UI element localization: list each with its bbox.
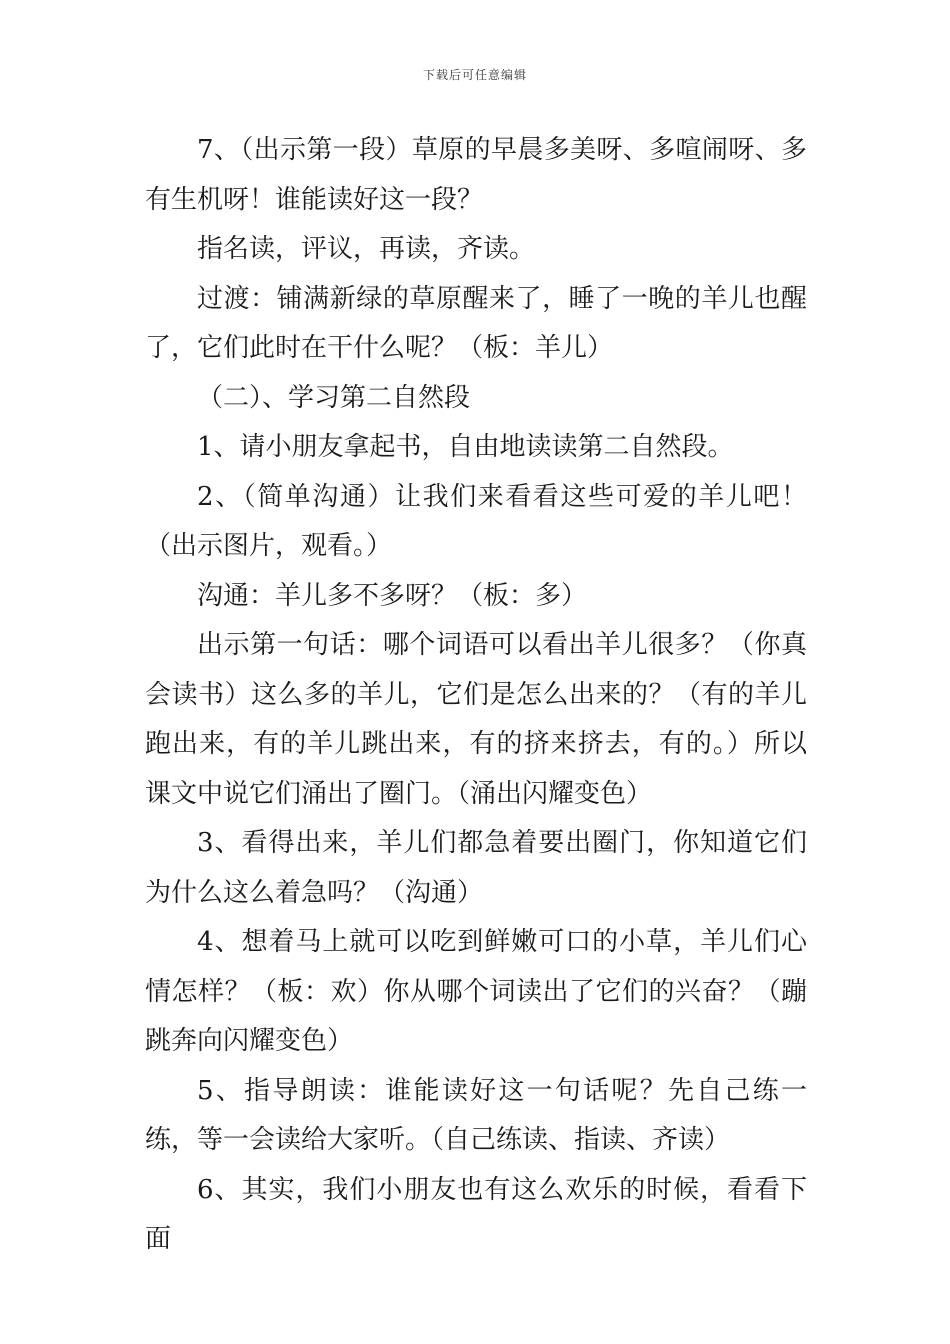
paragraph: 2、（简单沟通）让我们来看看这些可爱的羊儿吧！（出示图片，观看。） xyxy=(145,481,807,561)
paragraph: 6、其实，我们小朋友也有这么欢乐的时候，看看下面 xyxy=(145,1174,807,1254)
paragraph: 过渡：铺满新绿的草原醒来了，睡了一晚的羊儿也醒了，它们此时在干什么呢？（板：羊儿） xyxy=(145,283,807,363)
paragraph: 4、想着马上就可以吃到鲜嫩可口的小草，羊儿们心情怎样？（板：欢）你从哪个词读出了它们的兴奋？（蹦跳奔向闪耀变色） xyxy=(145,927,807,1056)
paragraph: 指名读，评议，再读，齐读。 xyxy=(197,234,536,264)
page-header: 下载后可任意编辑 xyxy=(422,68,527,82)
paragraph: 3、看得出来，羊儿们都急着要出圈门，你知道它们为什么这么着急吗？（沟通） xyxy=(145,828,807,908)
paragraph: 7、（出示第一段）草原的早晨多美呀、多喧闹呀、多有生机呀！谁能读好这一段？ xyxy=(145,135,807,215)
section-heading: （二）、学习第二自然段 xyxy=(197,382,471,413)
paragraph: 5、指导朗读：谁能读好这一句话呢？先自己练一练，等一会读给大家听。（自己练读、指读、齐读） xyxy=(145,1075,807,1155)
paragraph: 1、请小朋友拿起书，自由地读读第二自然段。 xyxy=(197,432,734,462)
document-body xyxy=(145,126,807,1265)
paragraph: 沟通：羊儿多不多呀？（板：多） xyxy=(197,580,588,611)
paragraph: 出示第一句话：哪个词语可以看出羊儿很多？（你真会读书）这么多的羊儿，它们是怎么出来的？（有的羊儿跑出来，有的羊儿跳出来，有的挤来挤去，有的。）所以课文中说它们涌出了圈门。（涌出闪耀变色） xyxy=(145,630,807,809)
